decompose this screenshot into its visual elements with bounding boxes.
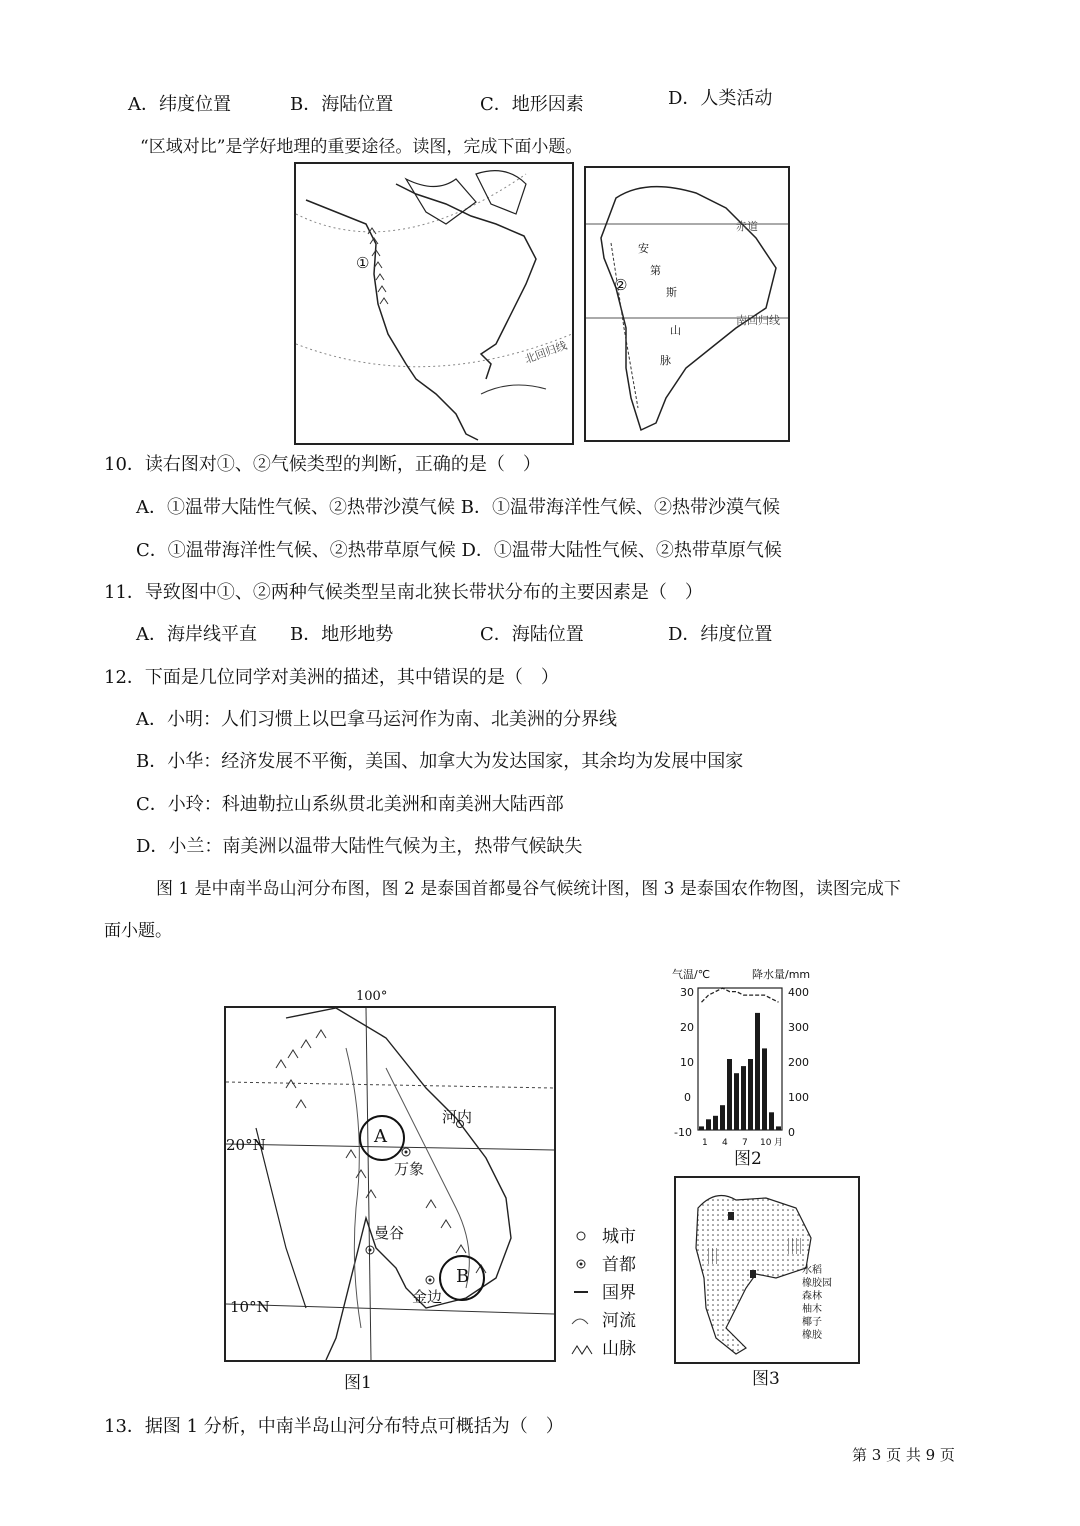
fig3-legend-teak: 柚木 [802, 1304, 822, 1315]
q12-option-c: C．小玲：科迪勒拉山系纵贯北美洲和南美洲大陆西部 [136, 794, 564, 815]
q9-option-c: C．地形因素 [480, 94, 584, 115]
page-footer: 第 3 页 共 9 页 [852, 1446, 955, 1464]
tick-x-10: 10 [760, 1138, 772, 1148]
q9-option-a: A．纬度位置 [128, 94, 231, 115]
chart-ylabel-right: 降水量/mm [752, 968, 811, 981]
tick-x-1: 1 [702, 1138, 708, 1148]
fig1-marker-a: A [374, 1126, 387, 1147]
south-america-drawing [586, 168, 788, 440]
tick-x-4: 4 [722, 1138, 728, 1148]
q9-option-d: D．人类活动 [668, 88, 773, 109]
chart-frame [698, 988, 782, 1130]
legend-capital: 首都 [602, 1255, 636, 1275]
q10-stem: 10．读右图对①、②气候类型的判断，正确的是（ ） [104, 454, 541, 475]
north-america-drawing [296, 164, 572, 443]
precip-bar-month-1 [699, 1126, 704, 1130]
precip-bar-month-10 [762, 1048, 767, 1130]
fig1-legend-symbols [572, 1224, 596, 1374]
precip-bar-month-5 [727, 1059, 732, 1130]
precip-bar-month-8 [748, 1059, 753, 1130]
q11-option-b: B．地形地势 [290, 624, 394, 645]
fig1-lat10: 10°N [230, 1298, 270, 1316]
city-vientiane: 万象 [394, 1160, 425, 1178]
q12-stem: 12．下面是几位同学对美洲的描述，其中错误的是（ ） [104, 667, 559, 688]
andes-char-2: 第 [650, 264, 661, 277]
sa-tropic-label: 南回归线 [736, 314, 780, 327]
tick-right-1: 300 [788, 1021, 809, 1034]
fig3-legend-rice: 水稻 [802, 1265, 822, 1276]
tick-right-4: 0 [788, 1126, 795, 1139]
andes-char-3: 斯 [666, 286, 677, 299]
precip-bar-month-9 [755, 1013, 760, 1130]
fig1-lon-label: 100° [356, 989, 388, 1004]
precip-bar-month-12 [776, 1126, 781, 1130]
sa-equator-label: 赤道 [736, 220, 758, 233]
q9-option-b: B．海陆位置 [290, 94, 394, 115]
intro-americas: “区域对比”是学好地理的重要途径。读图，完成下面小题。 [140, 137, 583, 157]
q12-option-b: B．小华：经济发展不平衡，美国、加拿大为发达国家，其余均为发展中国家 [136, 751, 744, 772]
temperature-line [702, 988, 779, 1002]
fig3-legend-forest: 森林 [802, 1291, 822, 1302]
fig3-legend-coconut: 椰子 [802, 1317, 822, 1328]
precip-bar-month-11 [769, 1112, 774, 1130]
fig3-legend-rubber-garden: 橡胶园 [802, 1278, 832, 1289]
fig2-caption: 图2 [734, 1149, 762, 1169]
na-tropic-label: 北回归线 [522, 338, 569, 367]
intro-indochina-line2: 面小题。 [104, 921, 172, 941]
city-phnom-penh: 金边 [412, 1288, 443, 1306]
legend-city: 城市 [602, 1227, 636, 1247]
andes-char-4: 山 [670, 324, 681, 337]
q11-stem: 11．导致图中①、②两种气候类型呈南北狭长带状分布的主要因素是（ ） [104, 582, 703, 603]
precip-bar-month-4 [720, 1105, 725, 1130]
na-marker-1: ① [356, 254, 370, 272]
q10-row-1: A．①温带大陆性气候、②热带沙漠气候 B．①温带海洋性气候、②热带沙漠气候 [136, 497, 780, 518]
q11-option-a: A．海岸线平直 [136, 624, 257, 645]
fig1-map [224, 1006, 556, 1362]
city-bangkok: 曼谷 [374, 1224, 405, 1242]
legend-mountain: 山脉 [602, 1339, 636, 1359]
fig1-lat20: 20°N [226, 1136, 266, 1154]
fig1-caption: 图1 [344, 1373, 372, 1393]
q13-stem: 13．据图 1 分析，中南半岛山河分布特点可概括为（ ） [104, 1416, 564, 1437]
tick-right-3: 100 [788, 1091, 809, 1104]
legend-river: 河流 [602, 1311, 636, 1331]
fig1-drawing [226, 1008, 554, 1360]
tick-left-1: 20 [680, 1021, 694, 1034]
q10-row-2: C．①温带海洋性气候、②热带草原气候 D．①温带大陆性气候、②热带草原气候 [136, 540, 782, 561]
chart-ylabel-left: 气温/℃ [672, 968, 711, 981]
legend-border: 国界 [602, 1283, 636, 1303]
fig3-legend-rubber: 橡胶 [802, 1330, 822, 1341]
precip-bar-month-2 [706, 1119, 711, 1130]
andes-char-1: 安 [638, 242, 649, 255]
tick-right-2: 200 [788, 1056, 809, 1069]
intro-indochina-line1: 图 1 是中南半岛山河分布图，图 2 是泰国首都曼谷气候统计图，图 3 是泰国农作物图，读图完成下 [156, 879, 901, 899]
tick-left-4: -10 [674, 1126, 692, 1139]
q12-option-a: A．小明：人们习惯上以巴拿马运河作为南、北美洲的分界线 [136, 709, 617, 730]
tick-left-3: 0 [684, 1091, 691, 1104]
tick-x-7: 7 [742, 1138, 748, 1148]
fig3-caption: 图3 [752, 1369, 780, 1389]
q11-option-c: C．海陆位置 [480, 624, 584, 645]
precip-bar-month-7 [741, 1066, 746, 1130]
tick-x-month: 月 [774, 1138, 784, 1148]
fig3-map [674, 1176, 860, 1364]
fig3-drawing [676, 1178, 858, 1362]
south-america-map [584, 166, 790, 442]
q11-option-d: D．纬度位置 [668, 624, 773, 645]
precip-bar-month-3 [713, 1116, 718, 1130]
north-america-map [294, 162, 574, 445]
andes-char-5: 脉 [660, 354, 671, 367]
precip-bar-month-6 [734, 1073, 739, 1130]
tick-left-2: 10 [680, 1056, 694, 1069]
fig1-marker-b: B [456, 1266, 470, 1287]
q12-option-d: D．小兰：南美洲以温带大陆性气候为主，热带气候缺失 [136, 836, 583, 857]
city-hanoi: 河内 [442, 1108, 473, 1126]
tick-left-0: 30 [680, 986, 694, 999]
sa-marker-2: ② [614, 276, 628, 294]
tick-right-0: 400 [788, 986, 809, 999]
